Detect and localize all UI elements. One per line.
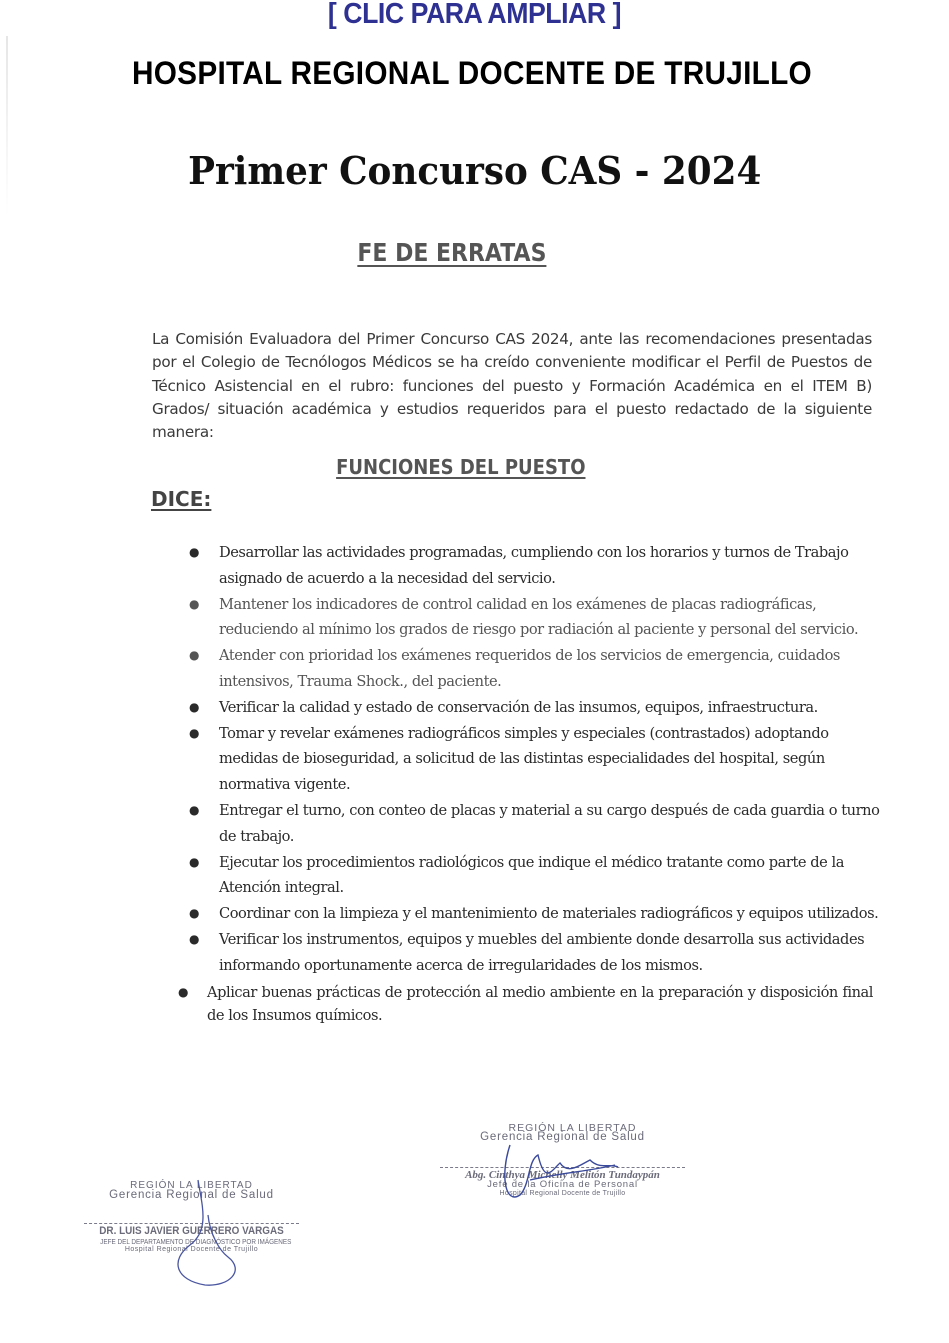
- stamp-office: Gerencia Regional de Salud: [109, 1189, 274, 1201]
- signer-role: Jefe de la Oficina de Personal: [487, 1179, 638, 1190]
- enlarge-link[interactable]: [ CLIC PARA AMPLIAR ]: [327, 0, 622, 30]
- list-item-text: Desarrollar las actividades programadas, cumpliendo con los horarios y turnos de Trabajo asignado de acuerdo a la necesidad del servicio.: [219, 544, 849, 587]
- stamp-office: Gerencia Regional de Salud: [480, 1131, 645, 1143]
- list-item: [0, 643, 949, 695]
- list-item: [0, 927, 949, 979]
- intro-paragraph: La Comisión Evaluadora del Primer Concurso CAS 2024, ante las recomendaciones presentadas por el Colegio de Tecnólogos Médicos se ha creído conveniente modificar el Perfil de Puestos de Técnico Asistencial en el rubro: funciones del puesto y Formación Académica en el ITEM B) Grados/ situación académica y estudios requeridos para el puesto redactado de la siguiente manera:: [152, 330, 872, 441]
- list-item: [0, 901, 949, 927]
- bullet-icon: ●: [189, 906, 200, 921]
- functions-list: [0, 540, 949, 1027]
- signer-name: Abg. Cinthya Michelly Melitón Tundaypán: [465, 1169, 660, 1181]
- list-item: [0, 981, 949, 1027]
- stamp-region: REGIÓN LA LIBERTAD: [130, 1180, 253, 1191]
- subsection-label: DICE:: [151, 487, 212, 511]
- section-title: FUNCIONES DEL PUESTO: [336, 455, 586, 479]
- signer-name: DR. LUIS JAVIER GUERRERO VARGAS: [99, 1225, 284, 1237]
- list-item: [0, 721, 949, 798]
- list-item: [0, 592, 949, 644]
- notice-title: FE DE ERRATAS: [357, 238, 547, 267]
- bullet-icon: ●: [189, 931, 200, 946]
- list-item: [0, 695, 949, 721]
- list-item-text: Verificar la calidad y estado de conservación de las insumos, equipos, infraestructura.: [219, 698, 818, 716]
- bullet-icon: ●: [189, 545, 200, 559]
- list-item-text: Verificar los instrumentos, equipos y muebles del ambiente donde desarrolla sus actividades informando oportunamente acerca de irregularidades de los mismos.: [219, 930, 865, 974]
- bullet-icon: ●: [189, 725, 200, 740]
- list-item-text: Entregar el turno, con conteo de placas y material a su cargo después de cada guardia o turno de trabajo.: [219, 801, 880, 845]
- list-item: [0, 540, 949, 592]
- signature-scribble-left: [150, 1175, 260, 1295]
- list-item-text: Aplicar buenas prácticas de protección al medio ambiente en la preparación y disposición final de los Insumos químicos.: [207, 983, 873, 1024]
- bullet-icon: ●: [189, 699, 200, 714]
- list-item-text: Coordinar con la limpieza y el mantenimiento de materiales radiográficos y equipos utilizados.: [219, 905, 879, 923]
- stamp-region: REGIÓN LA LIBERTAD: [508, 1122, 637, 1134]
- bullet-icon: ●: [189, 596, 200, 611]
- institution-title: HOSPITAL REGIONAL DOCENTE DE TRUJILLO: [131, 55, 812, 91]
- signer-hospital: Hospital Regional Docente de Trujillo: [124, 1246, 259, 1253]
- bullet-icon: ●: [189, 802, 200, 817]
- list-item: [0, 798, 949, 850]
- list-item-text: Ejecutar los procedimientos radiológicos que indique el médico tratante como parte de la Atención integral.: [219, 853, 844, 897]
- signer-role: JEFE DEL DEPARTAMENTO DE DIAGNÓSTICO POR IMÁGENES: [100, 1237, 292, 1246]
- signer-hospital: Hospital Regional Docente de Trujillo: [499, 1190, 626, 1197]
- bullet-icon: ●: [178, 984, 189, 999]
- list-item-text: Tomar y revelar exámenes radiográficos simples y especiales (contrastados) adoptando medidas de bioseguridad, a solicitud de las distintas especialidades del hospital, según normativa vigente.: [219, 724, 829, 794]
- bullet-icon: ●: [189, 648, 200, 663]
- list-item-text: Atender con prioridad los exámenes requeridos de los servicios de emergencia, cuidados intensivos, Trauma Shock., del paciente.: [219, 647, 840, 690]
- bullet-icon: ●: [189, 854, 200, 869]
- list-item: [0, 850, 949, 902]
- list-item-text: Mantener los indicadores de control calidad en los exámenes de placas radiográficas, reduciendo al mínimo los grados de riesgo por radiación al paciente y personal del servicio.: [219, 595, 859, 639]
- signature-scribble-right: [490, 1125, 630, 1225]
- contest-title: Primer Concurso CAS - 2024: [188, 148, 762, 193]
